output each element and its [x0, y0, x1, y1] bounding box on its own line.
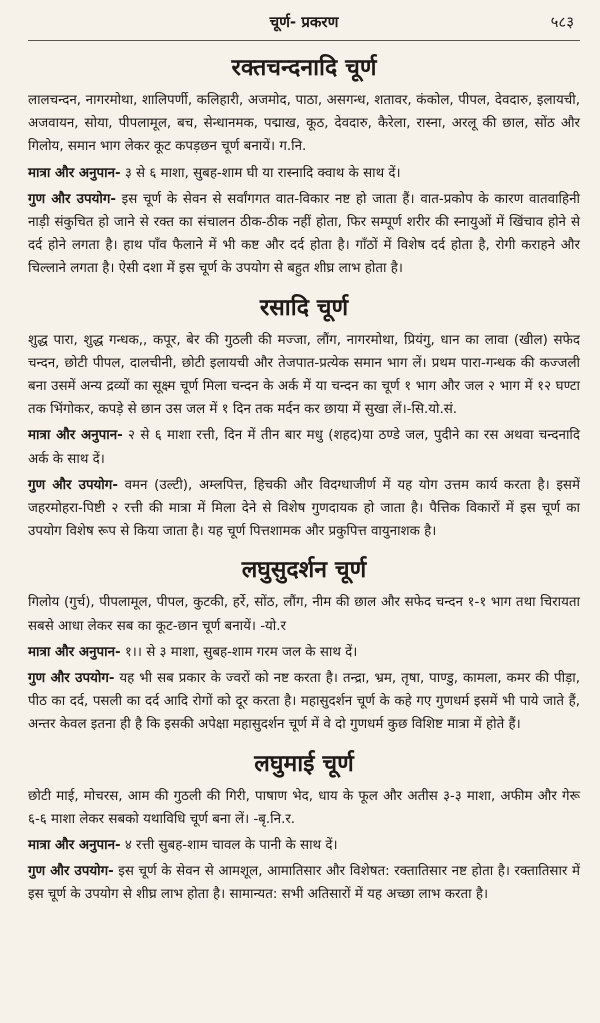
dose-label: मात्रा और अनुपान-	[28, 838, 121, 854]
use-label: गुण और उपयोग-	[28, 864, 114, 880]
section-title: लघुमाई चूर्ण	[254, 750, 354, 777]
dose-text: १।। से ३ माशा, सुबह-शाम गरम जल के साथ दें।	[120, 644, 358, 660]
dose-paragraph	[28, 424, 580, 470]
running-head: चूर्ण- प्रकरण	[269, 13, 339, 31]
section-title: लघुसुदर्शन चूर्ण	[241, 557, 367, 584]
use-paragraph	[28, 474, 580, 544]
ingredients-paragraph: लालचन्दन, नागरमोथा, शालिपर्णी, कलिहारी, अजमोद, पाठा, असगन्ध, शतावर, कंकोल, पीपल, देवदारु, इलायची, अजवायन, सोया, पीपलामूल, बच, सेन्धानमक, पद्माख, कूठ, देवदारु, कैरेला, रास्ना, अरलू की छाल, सोंठ और गिलोय, समान भाग लेकर कूट कपड़छन चूर्ण बनायें। ग.नि.	[28, 93, 580, 155]
dose-paragraph	[28, 641, 580, 664]
use-label: गुण और उपयोग-	[28, 671, 115, 687]
dose-text: ४ रत्ती सुबह-शाम चावल के पानी के साथ दें।	[120, 838, 338, 854]
section-laghusudarshan	[28, 555, 580, 736]
use-paragraph	[28, 188, 580, 281]
dose-text: २ से ६ माशा रत्ती, दिन में तीन बार मधु (शहद)या ठण्डे जल, पुदीने का रस अथवा चन्दनादि अर्क के साथ दें।	[28, 428, 580, 467]
use-text: इस चूर्ण के सेवन से आमशूल, आमातिसार और विशेषत: रक्तातिसार नष्ट होता है। रक्तातिसार में इस चूर्ण के उपयोग से शीघ्र लाभ होता है। सामान्यत: सभी अतिसारों में यह अच्छा लाभ करता है।	[28, 864, 580, 903]
section-title: रक्तचन्दनादि चूर्ण	[231, 55, 377, 81]
use-paragraph	[28, 860, 580, 906]
ingredients-paragraph: शुद्ध पारा, शुद्ध गन्धक,, कपूर, बेर की गुठली की मज्जा, लौंग, नागरमोथा, प्रियंगु, धान का लावा (खील) सफेद चन्दन, छोटी पीपल, दालचीनी, छोटी इलायची और तेजपात-प्रत्येक समान भाग लें। प्रथम पारा-गन्धक की कज्जली बना उसमें अन्य द्रव्यों का सूक्ष्म चूर्ण मिला चन्दन के अर्क में या चन्दन का चूर्ण १ भाग और जल २ भाग में १२ घण्टा तक भिंगोकर, कपड़े से छान उस जल में १ दिन तक मर्दन कर छाया में सुखा लें।-सि.यो.सं.	[28, 332, 580, 418]
dose-label: मात्रा और अनुपान-	[28, 428, 123, 444]
dose-paragraph	[28, 834, 580, 857]
dose-paragraph	[28, 162, 580, 185]
page-header	[28, 6, 580, 41]
use-label: गुण और उपयोग-	[28, 477, 118, 493]
use-text: वमन (उल्टी), अम्लपित्त, हिचकी और विदग्धाजीर्ण में यह योग उत्तम कार्य करता है। इसमें जहरमोहरा-पिष्टी २ रत्ती की मात्रा में मिला देने से विशेष गुणदायक हो जाता है। पैत्तिक विकारों में इस चूर्ण का उपयोग विशेष रूप से किया जाता है। यह चूर्ण पित्तशामक और प्रकुपित्त वायुनाशक है।	[28, 477, 580, 540]
use-paragraph	[28, 667, 580, 737]
ingredients-paragraph: छोटी माई, मोचरस, आम की गुठली की गिरी, पाषाण भेद, धाय के फूल और अतीस ३-३ माशा, अफीम और गेरू ६-६ माशा लेकर सबको यथाविधि चूर्ण बना लें। -बृ.नि.र.	[28, 788, 580, 827]
use-text: इस चूर्ण के सेवन से सर्वांगगत वात-विकार नष्ट हो जाता हैं। वात-प्रकोप के कारण वातवाहिनी नाड़ी संकुचित हो जाने से रक्त का संचालन ठीक-ठीक नहीं होता, फिर सम्पूर्ण शरीर की स्नायुओं में खिंचाव होने से दर्द होने लगता है। हाथ पाँव फैलाने में भी कष्ट और दर्द होता है। गाँठों में विशेष दर्द होता है, रोगी कराहने और चिल्लाने लगता है। ऐसी दशा में इस चूर्ण के उपयोग से बहुत शीघ्र लाभ होता है।	[28, 191, 580, 277]
section-laghumai	[28, 749, 580, 907]
ingredients-paragraph: गिलोय (गुर्च), पीपलामूल, पीपल, कुटकी, हर्रे, सोंठ, लौंग, नीम की छाल और सफेद चन्दन १-१ भाग तथा चिरायता सबसे आधा लेकर सब का कूट-छान चूर्ण बनायें। -यो.र	[28, 595, 580, 634]
section-rasadi	[28, 293, 580, 544]
use-text: यह भी सब प्रकार के ज्वरों को नष्ट करता है। तन्द्रा, भ्रम, तृषा, पाण्डु, कामला, कमर की पीड़ा, पीठ का दर्द, पसली का दर्द आदि रोगों को दूर करता है। महासुदर्शन चूर्ण के कहे गए गुणधर्म इसमें भी पाये जाते हैं, अन्तर केवल इतना ही है कि इसकी अपेक्षा महासुदर्शन चूर्ण में वे दो गुणधर्म कुछ विशिष्ट मात्रा में होते हैं।	[28, 671, 580, 733]
page-number: ५८३	[550, 13, 574, 31]
section-title: रसादि चूर्ण	[259, 294, 349, 321]
dose-text: ३ से ६ माशा, सुबह-शाम घी या रास्नादि क्वाथ के साथ दें।	[120, 165, 401, 181]
use-label: गुण और उपयोग-	[28, 191, 116, 207]
section-raktachandanadi	[28, 53, 580, 281]
dose-label: मात्रा और अनुपान-	[28, 644, 121, 660]
dose-label: मात्रा और अनुपान-	[28, 165, 121, 181]
